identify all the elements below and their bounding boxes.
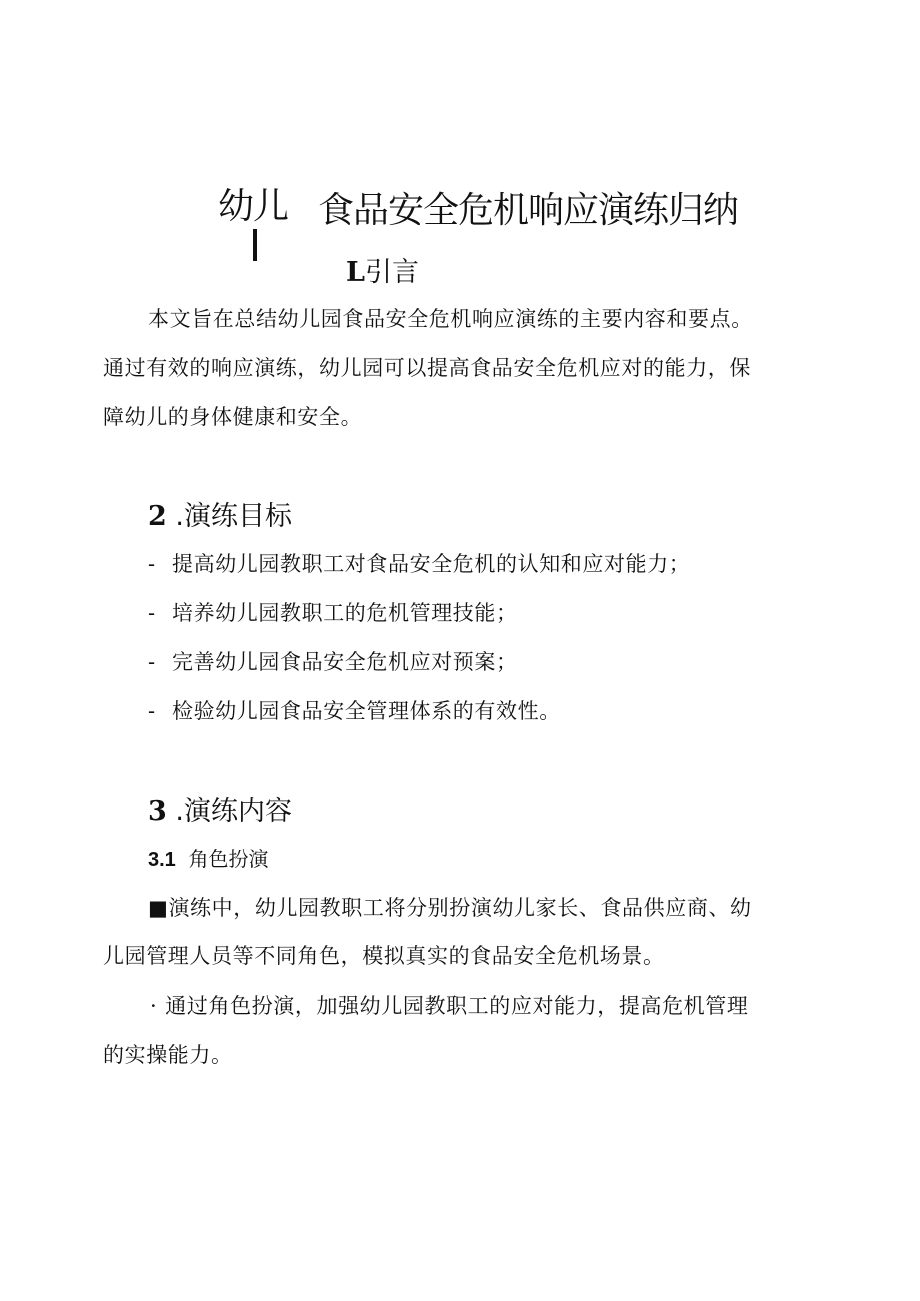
role-play-para-2-line-2: 的实操能力。 [103, 1043, 233, 1067]
subsection-3-1-title: 角色扮演 [188, 847, 269, 871]
paragraph-text: 通过角色扮演，加强幼儿园教职工的应对能力，提高危机管理 [165, 994, 749, 1018]
document-title-part2: 食品安全危机响应演练归纳 [318, 190, 739, 231]
intro-line-3: 障幼儿的身体健康和安全。 [103, 405, 363, 429]
goal-item-text: 提高幼儿园教职工对食品安全危机的认知和应对能力； [172, 552, 691, 576]
goal-item-marker: - [148, 601, 156, 625]
subsection-3-1-number: 3.1 [148, 849, 176, 871]
goal-item-text: 完善幼儿园食品安全危机应对预案； [172, 650, 518, 674]
subsection-3-1-heading [148, 843, 269, 872]
goal-item [148, 646, 518, 676]
square-bullet-icon: ■ [148, 896, 169, 920]
section-1-number: L [346, 257, 365, 288]
goal-item [148, 597, 518, 627]
section-3-title: .演练内容 [175, 796, 292, 827]
goal-item [148, 548, 690, 578]
section-1-title: 引言 [364, 257, 419, 288]
goal-item-text: 培养幼儿园教职工的危机管理技能； [172, 601, 518, 625]
dot-bullet-icon: · [150, 994, 158, 1018]
section-2-heading [148, 494, 292, 533]
role-play-para-2-line-1 [150, 990, 748, 1020]
document-title-part1: 幼儿 [218, 186, 289, 227]
section-2-number: 2 [148, 501, 167, 532]
role-play-para-1-line-1 [148, 892, 752, 922]
goal-item-marker: - [148, 650, 156, 674]
section-2-title: .演练目标 [175, 501, 292, 532]
section-3-heading [148, 789, 292, 828]
paragraph-text: 演练中，幼儿园教职工将分别扮演幼儿家长、食品供应商、幼 [168, 896, 752, 920]
section-3-number: 3 [148, 796, 167, 827]
intro-line-1: 本文旨在总结幼儿园食品安全危机响应演练的主要内容和要点。 [148, 307, 753, 331]
goal-item-marker: - [148, 699, 156, 723]
goal-item-text: 检验幼儿园食品安全管理体系的有效性。 [172, 699, 561, 723]
title-vertical-bar [253, 229, 257, 261]
section-1-heading [346, 250, 419, 289]
role-play-para-1-line-2: 儿园管理人员等不同角色，模拟真实的食品安全危机场景。 [103, 944, 665, 968]
goal-item-marker: - [148, 552, 156, 576]
intro-line-2: 通过有效的响应演练，幼儿园可以提高食品安全危机应对的能力，保 [103, 356, 751, 380]
goal-item [148, 695, 561, 725]
